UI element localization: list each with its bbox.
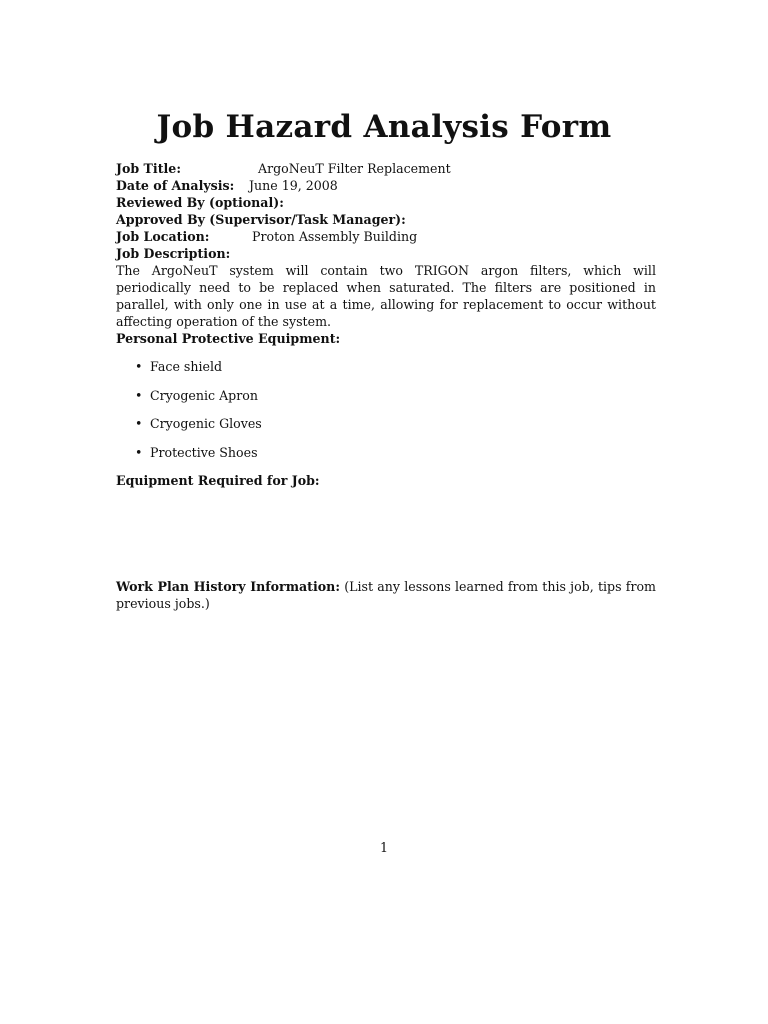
list-item — [116, 444, 656, 461]
ppe-heading: Personal Protective Equipment: — [116, 331, 341, 346]
bullet-icon: • — [135, 444, 143, 460]
bullet-icon: • — [135, 359, 143, 374]
ppe-list — [116, 358, 656, 461]
ppe-item-label: Face shield — [150, 359, 223, 374]
page-number: 1 — [379, 840, 388, 855]
approved-by-row — [116, 211, 656, 228]
job-title-value: ArgoNeuT Filter Replacement — [258, 161, 451, 176]
ppe-item-label: Cryogenic Apron — [150, 387, 258, 403]
job-location-label: Job Location: — [116, 229, 210, 244]
date-of-analysis-label: Date of Analysis: — [116, 178, 235, 193]
list-item — [116, 358, 656, 375]
job-location-row — [116, 228, 656, 245]
list-item — [116, 387, 656, 404]
reviewed-by-row — [116, 194, 656, 211]
job-description-row — [116, 245, 656, 262]
page-title: Job Hazard Analysis Form — [156, 109, 612, 145]
bullet-icon: • — [135, 416, 143, 431]
job-description-text: The ArgoNeuT system will contain two TRIGON argon filters, which will periodically need to be replaced when saturated. The filters are positioned in parallel, with only one in use at a time, allowing for replacement to occur without affecting operation of the system. — [116, 263, 656, 329]
bullet-icon: • — [135, 387, 143, 403]
equipment-required-heading: Equipment Required for Job: — [116, 472, 320, 488]
job-description-label: Job Description: — [116, 246, 231, 261]
work-plan-history — [116, 578, 656, 612]
work-plan-history-text: (List any lessons learned from this job, tips from previous jobs.) — [116, 578, 656, 611]
equipment-required-blank — [116, 489, 656, 578]
job-location-value: Proton Assembly Building — [252, 229, 418, 244]
form-body — [116, 160, 656, 612]
list-item — [116, 415, 656, 432]
date-of-analysis-value: June 19, 2008 — [249, 178, 338, 193]
approved-by-label: Approved By (Supervisor/Task Manager): — [116, 212, 406, 227]
ppe-item-label: Cryogenic Gloves — [150, 416, 262, 431]
date-of-analysis-row — [116, 177, 656, 194]
work-plan-history-heading: Work Plan History Information: — [116, 578, 340, 594]
reviewed-by-label: Reviewed By (optional): — [116, 195, 284, 210]
job-title-row — [116, 160, 656, 177]
ppe-item-label: Protective Shoes — [150, 444, 258, 460]
job-title-label: Job Title: — [116, 161, 181, 176]
